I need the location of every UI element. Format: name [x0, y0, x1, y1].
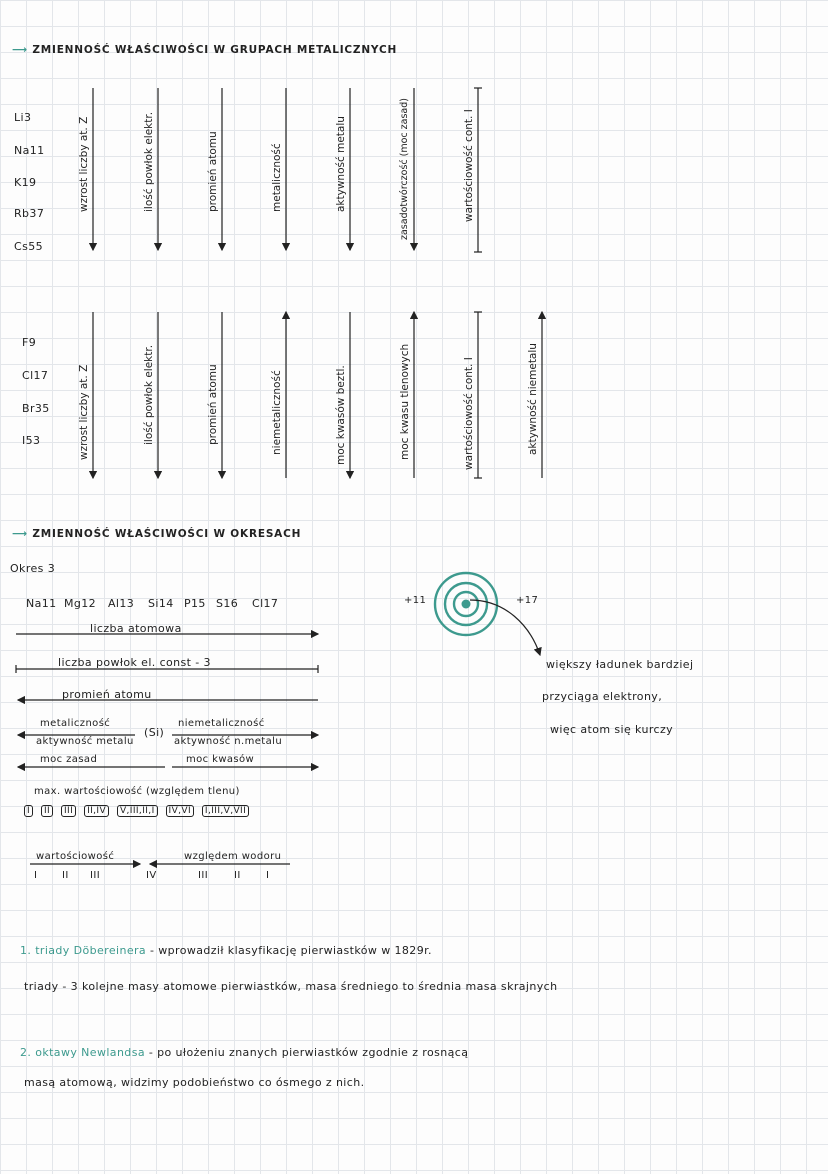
valence-value: IV	[146, 870, 157, 881]
arrow-label: promień atomu	[207, 131, 219, 212]
note-1-line2: triady - 3 kolejne masy atomowe pierwiastków, masa średniego to średnia masa skrajnych	[24, 980, 558, 993]
valence-box: II,IV	[84, 805, 109, 817]
arrow-label: moc zasad	[40, 754, 98, 765]
note-1-text: - wprowadził klasyfikację pierwiastków w 1829r.	[149, 944, 432, 957]
arrow-label: liczba atomowa	[90, 622, 182, 635]
atom-note-line: większy ładunek bardziej	[546, 658, 694, 671]
arrow-label: metaliczność	[40, 718, 111, 729]
arrow-label: zasadotwórczość (moc zasad)	[399, 98, 410, 240]
arrow-bullet-icon: ⟶	[12, 528, 28, 540]
max-valence-label: max. wartościowość (względem tlenu)	[34, 786, 240, 797]
note-1-title: 1. triady Döbereinera	[20, 944, 147, 957]
arrow-label: moc kwasu tlenowych	[399, 343, 411, 460]
element-label: Cl17	[252, 597, 279, 610]
atom-note-line: więc atom się kurczy	[550, 723, 674, 736]
valence-box: IV,VI	[166, 805, 194, 817]
arrow-label: wzrost liczby at. Z	[78, 116, 90, 212]
valence-box: I	[24, 805, 33, 817]
element-label: Cs55	[14, 240, 44, 253]
arrow-label: promień atomu	[62, 688, 152, 701]
charge-label: +17	[516, 595, 539, 606]
note-2	[20, 1046, 468, 1059]
valence-box: III	[61, 805, 76, 817]
arrow-label: metaliczność	[271, 143, 283, 212]
arrow-label: (Si)	[144, 726, 165, 739]
atom-note-line: przyciąga elektrony,	[542, 690, 663, 703]
element-label: Na11	[14, 144, 45, 157]
arrow-label: moc kwasów beztl.	[335, 365, 347, 465]
valence-value: II	[234, 870, 241, 881]
arrow-label: niemetaliczność	[271, 370, 283, 455]
valence-value: I	[266, 870, 270, 881]
element-label: Al13	[108, 597, 135, 610]
valence-value: II	[62, 870, 69, 881]
arrow-label: aktywność n.metalu	[174, 736, 283, 747]
valence-box: II	[41, 805, 53, 817]
arrow-label: ilość powłok elektr.	[143, 344, 155, 445]
arrow-label: promień atomu	[207, 364, 219, 445]
element-label: S16	[216, 597, 239, 610]
element-label: Cl17	[22, 369, 49, 382]
period-label: Okres 3	[10, 562, 56, 575]
max-valence-boxes	[24, 803, 253, 817]
element-label: K19	[14, 176, 37, 189]
arrow-label: ilość powłok elektr.	[143, 111, 155, 212]
arrow-label: liczba powłok el. const - 3	[58, 656, 211, 669]
valence-value: I	[34, 870, 38, 881]
element-label: Rb37	[14, 207, 45, 220]
arrow-bullet-icon: ⟶	[12, 44, 28, 56]
note-1	[20, 944, 432, 957]
element-label: F9	[22, 336, 37, 349]
section-title-periods	[12, 528, 301, 540]
arrow-label: aktywność metalu	[36, 736, 134, 747]
arrow-label: niemetaliczność	[178, 718, 265, 729]
charge-label: +11	[404, 595, 427, 606]
arrow-label: aktywność metalu	[335, 116, 347, 212]
note-2-line2: masą atomową, widzimy podobieństwo co ósmego z nich.	[24, 1076, 365, 1089]
arrow-label: wzrost liczby at. Z	[78, 364, 90, 460]
arrow-label: aktywność niemetalu	[527, 343, 539, 455]
element-label: Na11	[26, 597, 57, 610]
arrow-label: wartościowość cont. I	[463, 357, 475, 470]
element-label: Si14	[148, 597, 174, 610]
valence-box: I,III,V,VII	[202, 805, 249, 817]
element-label: Br35	[22, 402, 50, 415]
element-label: Mg12	[64, 597, 97, 610]
element-label: Li3	[14, 111, 32, 124]
section-title-text: ZMIENNOŚĆ WŁAŚCIWOŚCI W GRUPACH METALICZNYCH	[32, 44, 398, 56]
valence-value: III	[90, 870, 101, 881]
valence-value: III	[198, 870, 209, 881]
element-label: P15	[184, 597, 206, 610]
note-2-title: 2. oktawy Newlandsa	[20, 1046, 145, 1059]
arrow-label: moc kwasów	[186, 754, 255, 765]
arrow-label: wartościowość cont. I	[463, 109, 475, 222]
element-label: I53	[22, 434, 41, 447]
valence-label: wartościowość	[36, 851, 115, 862]
valence-box: V,III,II,I	[117, 805, 158, 817]
valence-label: względem wodoru	[184, 851, 282, 862]
note-2-text: - po ułożeniu znanych pierwiastków zgodnie z rosnącą	[148, 1046, 469, 1059]
atom-diagram	[435, 573, 540, 655]
section-title-text: ZMIENNOŚĆ WŁAŚCIWOŚCI W OKRESACH	[32, 528, 302, 540]
